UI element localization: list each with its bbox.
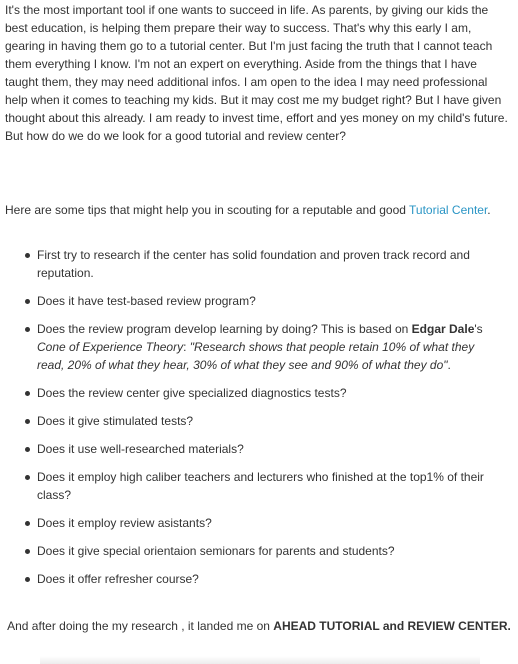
- list-item: First try to research if the center has solid foundation and proven track record and reputation.: [37, 246, 487, 282]
- list-item: Does it employ high caliber teachers and lecturers who finished at the top1% of their class?: [37, 468, 487, 504]
- closing-paragraph: [5, 617, 513, 635]
- list-item-text: Does the review program develop learning by doing? This is based on: [37, 322, 412, 336]
- theory-title: Cone of Experience Theory: [37, 340, 184, 354]
- list-item: Does it have test-based review program?: [37, 292, 487, 310]
- possessive: 's: [474, 322, 483, 336]
- list-item: Does it give stimulated tests?: [37, 412, 487, 430]
- list-item-end: .: [447, 358, 451, 372]
- list-item: Does it use well-researched materials?: [37, 440, 487, 458]
- list-item: Does it employ review asistants?: [37, 514, 487, 532]
- tips-intro-period: .: [487, 203, 491, 217]
- intro-paragraph: It's the most important tool if one wants to succeed in life. As parents, by giving our kids the best education, is helping them prepare their way to success. That's why this early I am, gearing in having them go to a tutorial center. But I'm just facing the truth that I cannot teach them everything I know. I'm not an expert on everything. Aside from the things that I have taught them, they may need additional infos. I am open to the idea I may need professional help when it comes to teaching my kids. But it may cost me my budget right? But I have given thought about this already. I am ready to invest time, effort and yes money on my child's future. But how do we do we look for a good tutorial and review center?: [5, 3, 508, 143]
- list-item: [37, 320, 487, 374]
- list-item: Does it give special orientaion semionars for parents and students?: [37, 542, 487, 560]
- center-name: AHEAD TUTORIAL and REVIEW CENTER.: [273, 619, 511, 633]
- research-quote: "Research shows that people retain 10% of what they read, 20% of what they hear, 30% of what they see and 90% of what they do": [37, 340, 475, 372]
- tips-intro-text: Here are some tips that might help you in scouting for a reputable and good: [5, 203, 410, 217]
- closing-text: And after doing the my research , it landed me on: [7, 619, 274, 633]
- tutorial-center-link[interactable]: Tutorial Center: [409, 203, 488, 217]
- tips-intro: [5, 201, 513, 219]
- author-name: Edgar Dale: [411, 322, 475, 336]
- list-item: Does the review center give specialized diagnostics tests?: [37, 384, 487, 402]
- tips-list: [0, 246, 518, 598]
- bottom-fade: [40, 656, 480, 664]
- colon: :: [183, 340, 190, 354]
- list-item: Does it offer refresher course?: [37, 570, 487, 588]
